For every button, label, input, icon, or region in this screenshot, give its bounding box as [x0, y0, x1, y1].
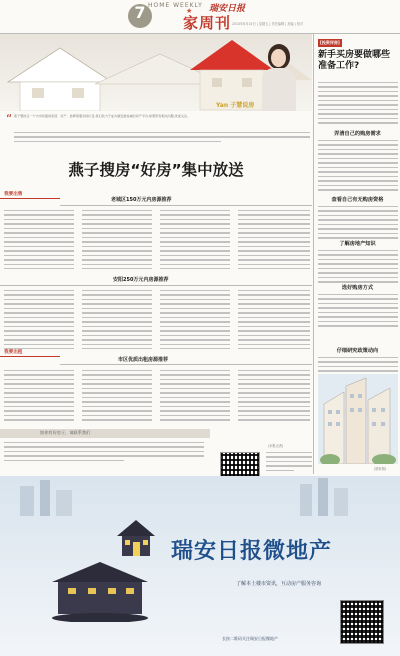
sidebar-headline: 新手买房要做哪些准备工作? — [318, 50, 391, 71]
main-headline: 燕子搜房“好房”集中放送 — [68, 161, 244, 179]
section-anyang: 安阳250万元内房源推荐 — [113, 277, 169, 283]
masthead — [0, 0, 400, 34]
sidebar-subhead-3: 了解房地产知识 — [339, 241, 376, 247]
sidebar-subhead-2: 查看自己有无购房资格 — [331, 197, 384, 203]
newspaper-brand: 瑞安日报 — [209, 4, 246, 14]
promo-skyline — [0, 476, 400, 516]
sidebar — [313, 34, 400, 474]
intro-quote-mark: “ — [6, 112, 13, 126]
sidebar-building-image — [318, 374, 398, 464]
tag-buy: 我要出售 — [4, 192, 23, 197]
notice-bar — [0, 429, 210, 438]
promo-title: 瑞安日报微地产 — [171, 539, 333, 564]
sidebar-tag: [投资评房] — [320, 40, 340, 45]
home-weekly-label: HOME WEEKLY — [148, 2, 203, 9]
section-title: 家周刊 — [183, 14, 232, 32]
hero-image — [0, 34, 312, 111]
star-icon: ★ — [186, 7, 193, 15]
qr-code-promo[interactable] — [340, 600, 384, 644]
listing-column-4 — [238, 210, 310, 274]
sidebar-subhead-5: 仔细研究政策动向 — [336, 348, 379, 354]
section-rentals: 市区优质出租房源推荐 — [118, 357, 169, 363]
hero-caption: Yan 子慧说房 — [216, 102, 255, 109]
contact-info — [4, 442, 204, 474]
promo-banner — [0, 476, 400, 656]
listing-column-3 — [160, 210, 230, 274]
intro-text: 燕子慧担任一个为市民提供家居、房产、装修等服务的栏目,我们致力于成为瑞安最权威的房产平台,如果您有相关问题,欢迎关注。 — [14, 114, 191, 118]
sidebar-subhead-4: 选好购房方式 — [341, 285, 374, 291]
listing-column-2 — [82, 210, 152, 274]
section-number: 7 — [134, 3, 146, 22]
sidebar-image-caption: (资料图) — [374, 467, 387, 471]
notice-text: 如你有好房子，请联系我们 — [40, 430, 91, 435]
promo-description: 了解本土楼市资讯，互动房产服务咨询 — [236, 581, 322, 587]
sidebar-subhead-1: 弄清自己的购房需求 — [334, 131, 381, 137]
listing-column-1 — [4, 210, 74, 274]
tag-rent: 我要出租 — [4, 350, 23, 355]
promo-illustration — [52, 562, 148, 622]
dateline: 2015年6月15日 | 星期五 | 责任编辑 | 美编 | 校对 — [232, 22, 304, 26]
section-old-town: 老城区150万元内房源推荐 — [111, 197, 172, 203]
byline: (本报记者) — [268, 444, 284, 448]
person-photo — [258, 44, 298, 111]
promo-house-icon — [115, 516, 157, 558]
promo-scan-note: 长按二维码关注瑞安日报微地产 — [222, 636, 278, 641]
